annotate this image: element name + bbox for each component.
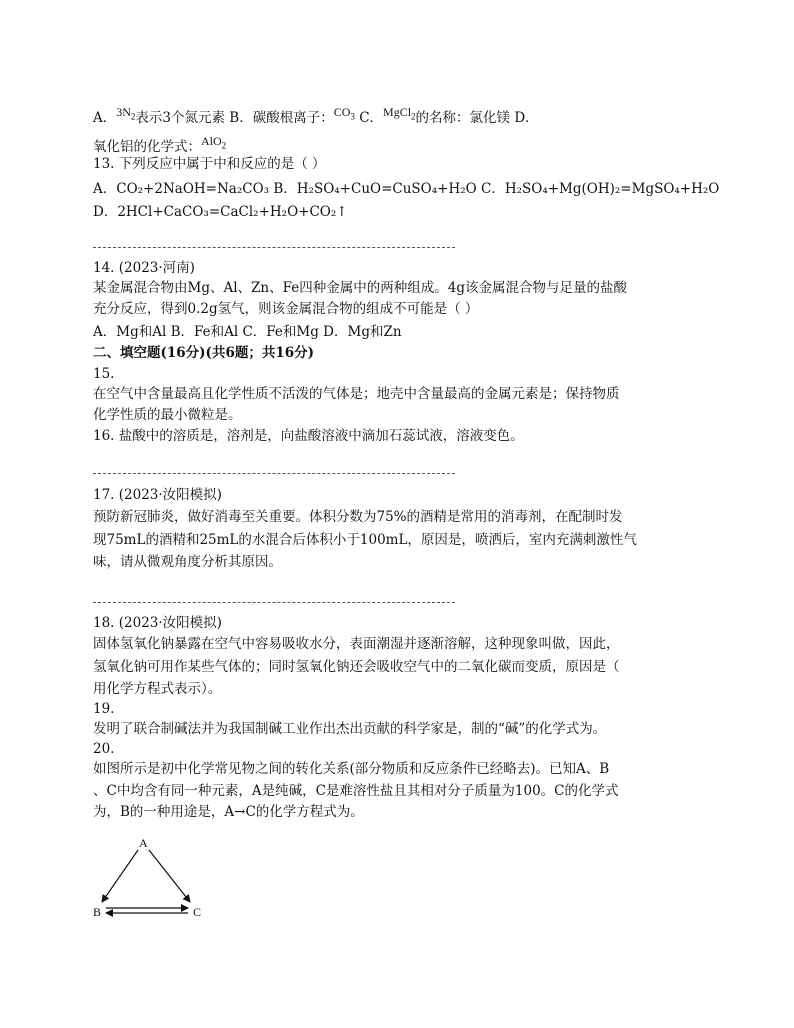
q17-line2: 现75mL的酒精和25mL的水混合后体积小于100mL，原因是，喷洒后，室内充满刺激性气 bbox=[93, 532, 637, 548]
arrow-a-to-c bbox=[149, 850, 190, 902]
q18-line2: 氢氧化钠可用作某些气体的；同时氢氧化钠还会吸收空气中的二氧化碳而变质，原因是（ bbox=[93, 659, 620, 675]
q20-number: 20. bbox=[93, 741, 115, 757]
divider bbox=[93, 602, 455, 603]
q13-options-line2: D．2HCl+CaCO₃=CaCl₂+H₂O+CO₂↑ bbox=[93, 204, 348, 220]
q13-options-line1: A．CO₂+2NaOH=Na₂CO₃ B．H₂SO₄+CuO=CuSO₄+H₂O C．H₂SO₄+Mg(OH)₂=MgSO₄+H₂O bbox=[93, 181, 720, 197]
q20-line2: 、C中均含有同一种元素，A是纯碱，C是难溶性盐且其相对分子质量为100。C的化学式 bbox=[93, 783, 619, 799]
formula-mgcl2: MgCl$_2$ bbox=[383, 105, 416, 122]
q20-line3: 为，B的一种用途是，A→C的化学方程式为。 bbox=[93, 804, 364, 820]
q15-line2: 化学性质的最小微粒是。 bbox=[93, 407, 242, 423]
formula-3n2: $3N_2$ bbox=[116, 105, 136, 122]
formula-alo2: AlO$_2$ bbox=[201, 134, 227, 151]
q17-header: 17. (2023·汝阳模拟) bbox=[93, 487, 222, 503]
q15-number: 15. bbox=[93, 366, 115, 382]
q13-stem: 13. 下列反应中属于中和反应的是（ ） bbox=[93, 156, 326, 172]
formula-co3: $CO_3$ bbox=[333, 105, 355, 122]
option-c-label: C． bbox=[354, 110, 384, 126]
q18-line1: 固体氢氧化钠暴露在空气中容易吸收水分，表面潮湿并逐渐溶解，这种现象叫做，因此， bbox=[93, 636, 620, 652]
q14-stem-line2: 充分反应，得到0.2g氢气，则该金属混合物的组成不可能是（ ） bbox=[93, 301, 479, 317]
q19-line: 发明了联合制碱法并为我国制碱工业作出杰出贡献的科学家是，制的“碱”的化学式为。 bbox=[93, 721, 607, 737]
q17-line1: 预防新冠肺炎，做好消毒至关重要。体积分数为75%的酒精是常用的消毒剂，在配制时发 bbox=[93, 509, 623, 525]
q18-line3: 用化学方程式表示）。 bbox=[93, 681, 222, 697]
q20-line1: 如图所示是初中化学常见物之间的转化关系(部分物质和反应条件已经略去)。已知A、B bbox=[93, 761, 610, 777]
q12-options-line1 bbox=[93, 102, 539, 128]
node-a-label: A bbox=[139, 836, 148, 850]
q15-line1: 在空气中含量最高且化学性质不活泼的气体是；地壳中含量最高的金属元素是；保持物质 bbox=[93, 386, 620, 402]
q14-options: A．Mg和Al B．Fe和Al C．Fe和Mg D．Mg和Zn bbox=[93, 324, 402, 340]
q16-line: 16. 盐酸中的溶质是，溶剂是，向盐酸溶液中滴加石蕊试液，溶液变色。 bbox=[93, 428, 524, 444]
transformation-diagram bbox=[88, 832, 218, 927]
q18-header: 18. (2023·汝阳模拟) bbox=[93, 615, 222, 631]
q14-stem-line1: 某金属混合物由Mg、Al、Zn、Fe四种金属中的两种组成。4g该金属混合物与足量的盐酸 bbox=[93, 280, 627, 296]
node-c-label: C bbox=[193, 905, 202, 919]
option-a-label: A． bbox=[93, 110, 117, 126]
node-b-label: B bbox=[93, 905, 102, 919]
arrow-a-to-b bbox=[102, 850, 138, 902]
q17-line3: 味，请从微观角度分析其原因。 bbox=[93, 554, 282, 570]
divider bbox=[93, 247, 455, 248]
q19-number: 19. bbox=[93, 701, 115, 717]
q14-header: 14. (2023·河南) bbox=[93, 260, 195, 276]
option-d-text: 的名称：氯化镁 D． bbox=[415, 110, 539, 126]
option-d-continued: 氧化铝的化学式： bbox=[93, 139, 201, 155]
divider bbox=[93, 473, 455, 474]
section-title: 二、填空题(16分)(共6题；共16分) bbox=[93, 345, 315, 361]
option-b-text: 表示3个氮元素 B．碳酸根离子： bbox=[135, 110, 334, 126]
